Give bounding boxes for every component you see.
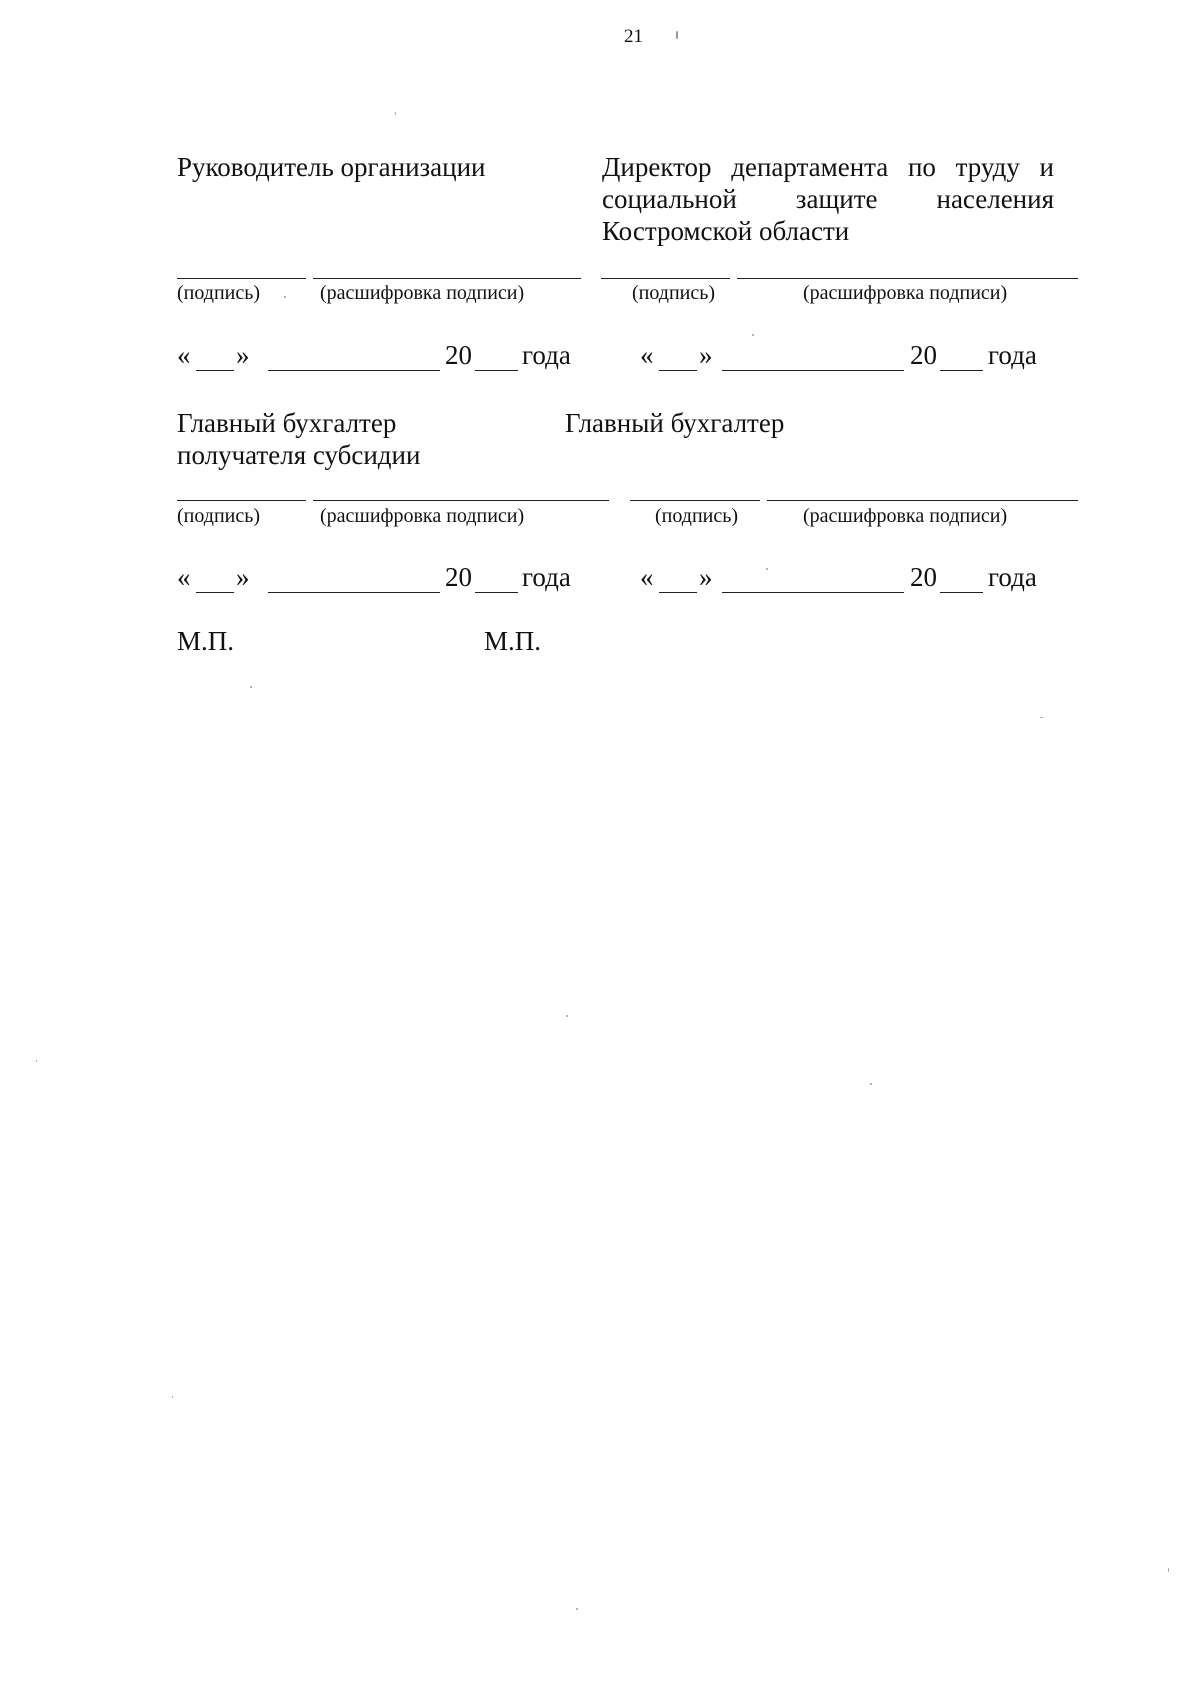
scan-speck: [1168, 1568, 1169, 1572]
date-year-blank-right-1: [940, 370, 983, 371]
chief-accountant-title: Главный бухгалтер: [565, 408, 785, 438]
date-word-right-1: года: [988, 340, 1037, 370]
date-word-left-1: года: [522, 340, 571, 370]
date-close-quote-right-2: »: [699, 562, 713, 592]
scan-speck: [870, 1083, 872, 1085]
date-year-prefix-right-2: 20: [910, 562, 937, 592]
chief-accountant-recipient-line-2: получателя субсидии: [177, 440, 421, 470]
chief-accountant-recipient-title: [177, 407, 420, 471]
signature-decode-line-right-2: [767, 500, 1078, 501]
director-title-line-1: Директор департамента по труду и: [602, 152, 1054, 182]
date-open-quote-left-2: «: [177, 562, 191, 592]
stamp-place-right: М.П.: [484, 626, 542, 656]
director-title-line-3: Костромской области: [602, 216, 850, 246]
caption-decode-right-1: (расшифровка подписи): [803, 282, 1008, 304]
page-number: 21: [624, 26, 643, 47]
date-month-blank-left-2: [268, 592, 440, 593]
director-title-line-2: социальной защите населения: [602, 184, 1054, 214]
date-open-quote-right-1: «: [640, 340, 654, 370]
scan-speck: [36, 1060, 37, 1062]
scan-speck: [766, 568, 768, 570]
scan-speck: [172, 1396, 173, 1398]
scan-speck: [576, 1608, 578, 1610]
date-open-quote-right-2: «: [640, 562, 654, 592]
date-day-blank-right-1: [659, 370, 697, 371]
caption-signature-left-1: (подпись): [177, 282, 261, 304]
date-close-quote-left-2: »: [236, 562, 250, 592]
date-open-quote-left-1: «: [177, 340, 191, 370]
date-month-blank-right-2: [722, 592, 904, 593]
scan-speck: [752, 334, 754, 336]
caption-signature-left-2: (подпись): [177, 505, 261, 527]
date-day-blank-left-1: [196, 370, 234, 371]
scan-speck: [250, 686, 252, 688]
signature-decode-line-left-2: [313, 500, 609, 501]
scan-speck: [395, 112, 396, 115]
scan-speck: [284, 296, 286, 298]
signature-line-right-2: [630, 500, 760, 501]
date-day-blank-left-2: [196, 592, 234, 593]
signature-line-left-1: [177, 278, 306, 279]
date-year-blank-left-2: [475, 592, 518, 593]
date-year-prefix-left-2: 20: [445, 562, 472, 592]
signature-decode-line-left-1: [313, 278, 581, 279]
date-day-blank-right-2: [659, 592, 697, 593]
org-head-title: Руководитель организации: [177, 152, 486, 182]
scan-speck: [1040, 717, 1043, 718]
caption-signature-right-1: (подпись): [632, 282, 716, 304]
date-close-quote-left-1: »: [236, 340, 250, 370]
date-year-blank-right-2: [940, 592, 983, 593]
date-year-prefix-left-1: 20: [445, 340, 472, 370]
signature-line-left-2: [177, 500, 306, 501]
scan-speck: [566, 1015, 568, 1017]
scan-speck: [676, 31, 678, 39]
stamp-place-left: М.П.: [177, 626, 235, 656]
date-word-left-2: года: [522, 562, 571, 592]
caption-signature-right-2: (подпись): [655, 505, 739, 527]
date-month-blank-left-1: [268, 370, 440, 371]
caption-decode-right-2: (расшифровка подписи): [803, 505, 1008, 527]
signature-decode-line-right-1: [737, 278, 1078, 279]
signature-line-right-1: [601, 278, 730, 279]
chief-accountant-recipient-line-1: Главный бухгалтер: [177, 408, 397, 438]
director-title: [602, 151, 1054, 247]
date-year-prefix-right-1: 20: [910, 340, 937, 370]
date-close-quote-right-1: »: [699, 340, 713, 370]
caption-decode-left-1: (расшифровка подписи): [320, 282, 525, 304]
date-word-right-2: года: [988, 562, 1037, 592]
date-year-blank-left-1: [475, 370, 518, 371]
caption-decode-left-2: (расшифровка подписи): [320, 505, 525, 527]
date-month-blank-right-1: [722, 370, 904, 371]
